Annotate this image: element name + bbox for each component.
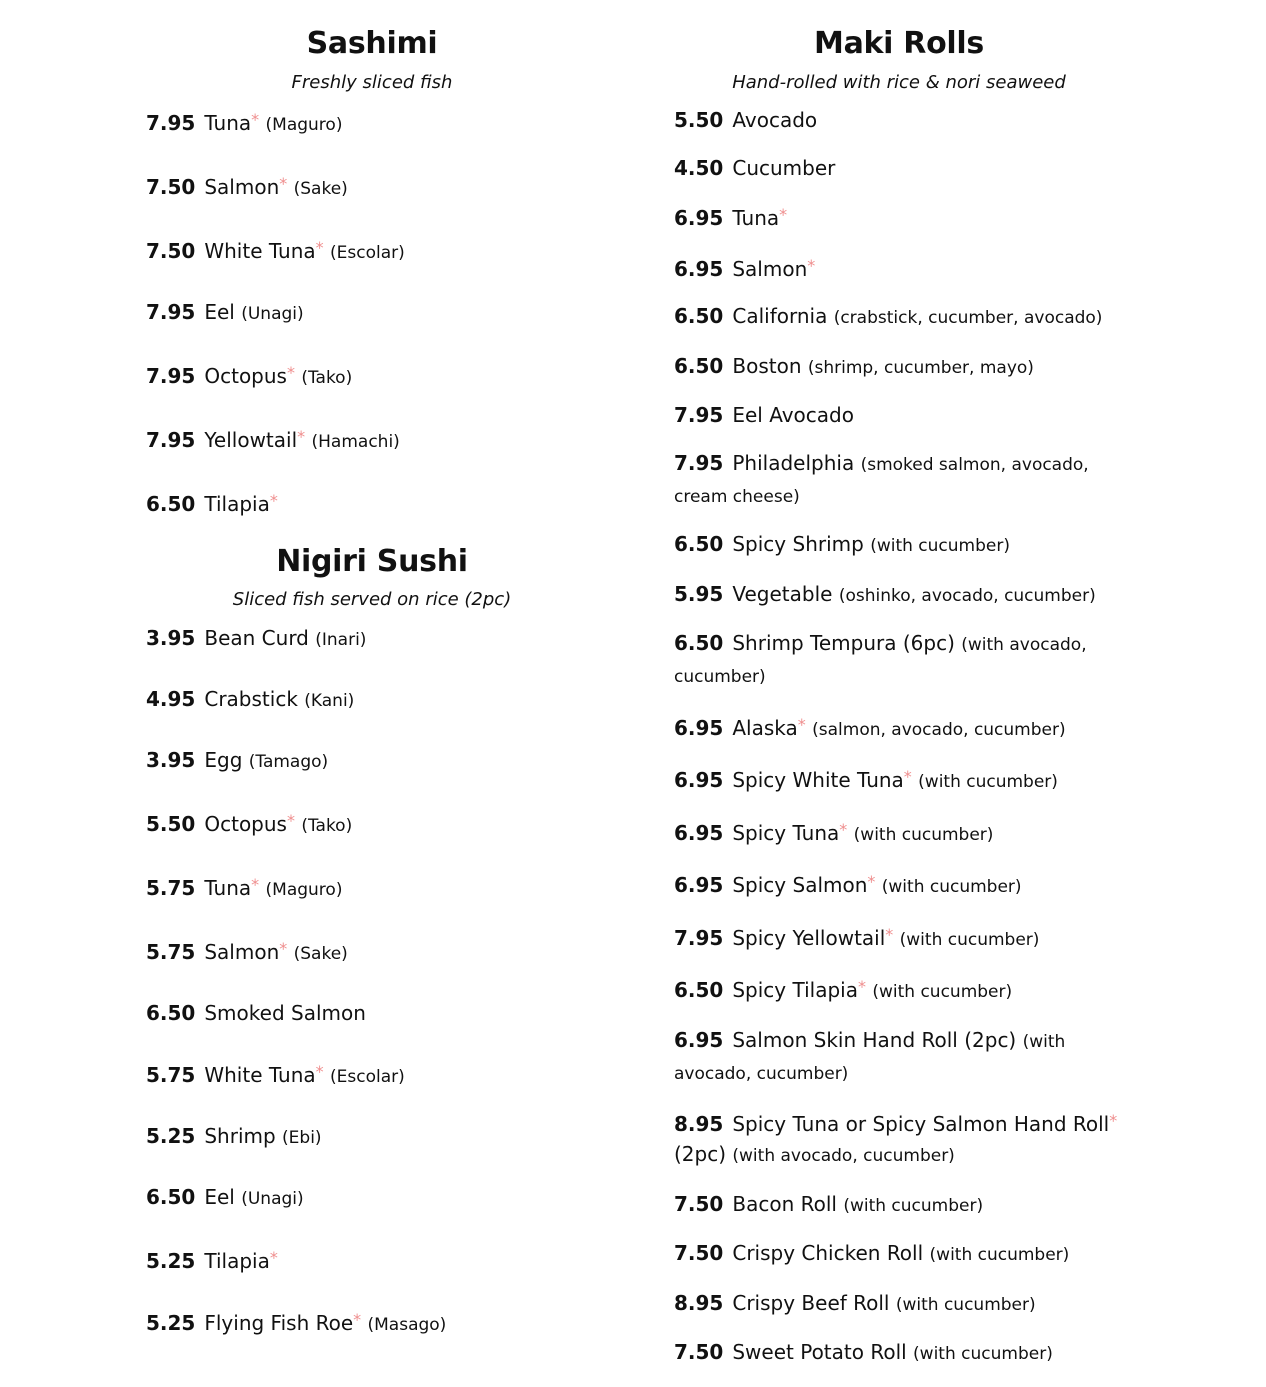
item-price: 6.50 <box>674 532 724 556</box>
item-note: (Escolar) <box>330 1067 405 1087</box>
item-note: (Hamachi) <box>311 432 400 452</box>
raw-fish-marker: * <box>297 427 306 446</box>
item-name: Octopus <box>204 812 287 836</box>
item-price: 6.95 <box>674 768 724 792</box>
raw-fish-marker: * <box>867 872 876 891</box>
item-note: (shrimp, cucumber, mayo) <box>807 357 1034 378</box>
item-note: (Tako) <box>301 368 353 388</box>
raw-fish-marker: * <box>353 1310 362 1329</box>
menu-item <box>146 233 598 268</box>
item-price: 5.25 <box>146 1311 196 1335</box>
item-name: Spicy Tuna <box>732 820 840 845</box>
item-note: (oshinko, avocado, cucumber) <box>838 585 1096 606</box>
section-title: Nigiri Sushi <box>276 544 468 579</box>
item-note: (crabstick, cucumber, avocado) <box>833 308 1103 328</box>
item-note: (smoked salmon, avocado, cream cheese) <box>674 454 1089 507</box>
item-name: Egg <box>204 748 243 772</box>
item-note: (with cucumber) <box>843 1195 984 1216</box>
section-title: Maki Rolls <box>814 26 984 61</box>
item-price: 5.95 <box>674 581 724 606</box>
item-price: 6.95 <box>674 1027 724 1052</box>
item-note: (Unagi) <box>241 304 304 324</box>
item-name: Crispy Beef Roll <box>732 1290 890 1315</box>
item-price: 4.95 <box>146 687 196 711</box>
item-price: 7.95 <box>674 450 724 475</box>
menu-item <box>674 448 1124 512</box>
item-price: 7.95 <box>146 111 196 135</box>
item-price: 6.50 <box>674 304 724 328</box>
item-note: (with cucumber) <box>870 536 1010 556</box>
raw-fish-marker: * <box>315 1062 324 1081</box>
raw-fish-marker: * <box>857 977 866 996</box>
menu-item <box>146 1182 598 1214</box>
item-name: Salmon <box>732 256 808 281</box>
menu-item <box>674 153 1124 183</box>
item-price: 6.50 <box>146 1001 196 1025</box>
item-name: Tuna <box>732 206 780 230</box>
menu-item <box>674 1025 1124 1089</box>
raw-fish-marker: * <box>797 714 806 734</box>
item-note: (Tako) <box>301 816 353 836</box>
menu-item <box>146 105 598 140</box>
item-price: 6.95 <box>674 820 724 845</box>
item-name: Tilapia <box>204 1249 270 1273</box>
menu-item-list <box>146 105 598 519</box>
menu-item <box>674 920 1124 955</box>
item-note: (Maguro) <box>265 880 343 900</box>
item-name: Eel <box>204 300 235 324</box>
item-price: 6.95 <box>674 256 724 281</box>
item-price: 7.95 <box>146 300 196 324</box>
menu-item <box>674 400 1124 430</box>
item-note: (with cucumber) <box>853 824 994 845</box>
item-name: Bean Curd <box>204 626 309 650</box>
item-name: Yellowtail <box>204 428 298 452</box>
item-name: Tuna <box>204 876 252 900</box>
item-price: 5.50 <box>146 812 196 836</box>
item-price: 7.95 <box>674 925 724 950</box>
menu-item <box>146 486 598 519</box>
item-name: Spicy Salmon <box>732 873 868 897</box>
item-price: 6.95 <box>674 206 724 230</box>
item-price: 5.25 <box>146 1124 196 1148</box>
menu-item <box>146 358 598 393</box>
item-name: Cucumber <box>732 155 836 180</box>
right-column <box>674 0 1124 1387</box>
item-name: White Tuna <box>204 239 316 263</box>
item-name: Salmon <box>204 175 280 199</box>
item-name: Philadelphia <box>732 450 855 475</box>
item-note: (Ebi) <box>282 1128 322 1148</box>
item-price: 5.75 <box>146 1063 196 1087</box>
menu-item <box>146 934 598 969</box>
raw-fish-marker: * <box>279 174 288 193</box>
item-name: Salmon Skin Hand Roll (2pc) <box>732 1027 1017 1052</box>
item-note: (with cucumber) <box>881 877 1022 897</box>
menu-item <box>674 867 1124 902</box>
item-price: 7.95 <box>146 428 196 452</box>
raw-fish-marker: * <box>286 811 295 830</box>
menu-item <box>146 745 598 777</box>
menu-item <box>674 1106 1124 1171</box>
item-price: 6.95 <box>674 873 724 897</box>
item-note: (Unagi) <box>241 1189 304 1209</box>
menu-item <box>674 251 1124 284</box>
item-name: Tuna <box>204 111 252 135</box>
item-name-suffix: (2pc) <box>674 1142 727 1166</box>
menu-item <box>146 169 598 204</box>
raw-fish-marker: * <box>315 238 324 257</box>
raw-fish-marker: * <box>807 255 816 275</box>
raw-fish-marker: * <box>251 110 260 129</box>
menu-item <box>146 870 598 905</box>
menu-item <box>146 1243 598 1276</box>
raw-fish-marker: * <box>269 1248 278 1267</box>
item-name: Eel Avocado <box>732 403 854 427</box>
left-column <box>146 0 598 1369</box>
item-name: Salmon <box>204 940 280 964</box>
item-price: 7.50 <box>674 1340 724 1364</box>
item-name: White Tuna <box>204 1063 316 1087</box>
item-note: (Sake) <box>293 179 348 199</box>
raw-fish-marker: * <box>269 491 278 510</box>
section-subtitle: Hand-rolled with rice & nori seaweed <box>732 72 1066 93</box>
menu-item <box>674 815 1124 850</box>
item-name: Crabstick <box>204 687 298 711</box>
item-price: 7.50 <box>146 239 196 263</box>
item-name: California <box>732 304 828 328</box>
item-note: (Masago) <box>367 1315 447 1335</box>
menu-item <box>146 684 598 716</box>
item-price: 7.50 <box>674 1191 724 1216</box>
menu-item <box>674 529 1124 561</box>
item-note: (with avocado, cucumber) <box>674 1031 1066 1084</box>
item-price: 6.50 <box>146 492 196 516</box>
menu-item <box>146 422 598 457</box>
menu-item <box>674 1337 1124 1369</box>
menu-item <box>674 762 1124 797</box>
menu-item <box>674 579 1124 611</box>
section-subtitle: Sliced fish served on rice (2pc) <box>232 589 512 610</box>
item-name: Boston <box>732 353 802 378</box>
menu-item <box>674 1189 1124 1221</box>
item-price: 7.95 <box>146 364 196 388</box>
item-note: (Tamago) <box>248 752 329 772</box>
item-note: (Inari) <box>315 630 367 650</box>
item-price: 5.25 <box>146 1249 196 1273</box>
item-price: 7.50 <box>146 175 196 199</box>
item-price: 7.95 <box>674 403 724 427</box>
item-price: 8.95 <box>674 1112 724 1136</box>
item-name: Octopus <box>204 364 287 388</box>
item-price: 6.95 <box>674 715 724 740</box>
menu-item <box>674 972 1124 1007</box>
item-note: (with avocado, cucumber) <box>732 1146 955 1166</box>
item-name: Spicy Tilapia <box>732 978 858 1002</box>
item-price: 6.50 <box>674 631 724 655</box>
item-name: Sweet Potato Roll <box>732 1340 907 1364</box>
item-note: (with cucumber) <box>899 929 1040 950</box>
item-note: (Escolar) <box>330 243 405 263</box>
menu-item-list <box>674 105 1124 1369</box>
item-price: 7.50 <box>674 1241 724 1265</box>
item-note: (Kani) <box>304 691 355 711</box>
raw-fish-marker: * <box>1109 1111 1118 1130</box>
item-name: Smoked Salmon <box>204 1001 366 1025</box>
item-name: Spicy Shrimp <box>732 532 864 556</box>
menu-item <box>674 351 1124 383</box>
raw-fish-marker: * <box>279 939 288 958</box>
item-note: (with cucumber) <box>929 1245 1070 1265</box>
item-name: Crispy Chicken Roll <box>732 1241 924 1265</box>
item-note: (with cucumber) <box>918 772 1058 792</box>
item-name: Vegetable <box>732 581 833 606</box>
menu-item <box>674 628 1124 692</box>
item-name: Flying Fish Roe <box>204 1311 354 1335</box>
maki-section <box>674 0 1124 1369</box>
item-note: (with cucumber) <box>913 1344 1053 1364</box>
menu-item <box>146 998 598 1028</box>
item-note: (with cucumber) <box>872 982 1013 1002</box>
item-name: Bacon Roll <box>732 1191 837 1216</box>
item-price: 3.95 <box>146 748 196 772</box>
item-name: Eel <box>204 1185 235 1209</box>
menu-item <box>674 200 1124 233</box>
menu-item <box>674 301 1124 333</box>
menu-item <box>146 1305 598 1340</box>
menu-item <box>674 1288 1124 1320</box>
raw-fish-marker: * <box>885 924 894 944</box>
menu-item <box>674 710 1124 745</box>
raw-fish-marker: * <box>286 363 295 382</box>
raw-fish-marker: * <box>903 767 912 786</box>
menu-item <box>674 1238 1124 1270</box>
nigiri-section <box>146 544 598 1340</box>
item-note: (Sake) <box>293 944 348 964</box>
menu-item <box>146 1121 598 1153</box>
menu-item <box>146 623 598 655</box>
item-name: Tilapia <box>204 492 270 516</box>
item-name: Spicy Tuna or Spicy Salmon Hand Roll <box>732 1112 1110 1136</box>
item-price: 5.50 <box>674 108 724 132</box>
section-title: Sashimi <box>306 26 438 61</box>
item-name: Spicy Yellowtail <box>732 925 886 950</box>
menu-item <box>674 105 1124 135</box>
item-name: Shrimp <box>204 1124 276 1148</box>
item-price: 6.50 <box>674 978 724 1002</box>
item-note: (Maguro) <box>265 115 343 135</box>
item-price: 4.50 <box>674 155 724 180</box>
item-name: Alaska <box>732 715 798 740</box>
item-name: Shrimp Tempura (6pc) <box>732 631 955 655</box>
raw-fish-marker: * <box>839 819 848 839</box>
item-price: 6.50 <box>146 1185 196 1209</box>
item-price: 3.95 <box>146 626 196 650</box>
raw-fish-marker: * <box>251 875 260 894</box>
item-name: Avocado <box>732 108 818 132</box>
menu-item <box>146 806 598 841</box>
sashimi-section <box>146 0 598 519</box>
item-price: 5.75 <box>146 940 196 964</box>
section-subtitle: Freshly sliced fish <box>291 72 453 93</box>
item-note: (salmon, avocado, cucumber) <box>812 719 1066 740</box>
menu-item <box>146 297 598 329</box>
item-note: (with cucumber) <box>895 1294 1036 1315</box>
menu-item <box>146 1057 598 1092</box>
menu-item-list <box>146 623 598 1340</box>
item-name: Spicy White Tuna <box>732 768 904 792</box>
raw-fish-marker: * <box>779 205 788 224</box>
item-price: 8.95 <box>674 1290 724 1315</box>
item-note: (with avocado, cucumber) <box>674 635 1087 687</box>
item-price: 5.75 <box>146 876 196 900</box>
item-price: 6.50 <box>674 353 724 378</box>
